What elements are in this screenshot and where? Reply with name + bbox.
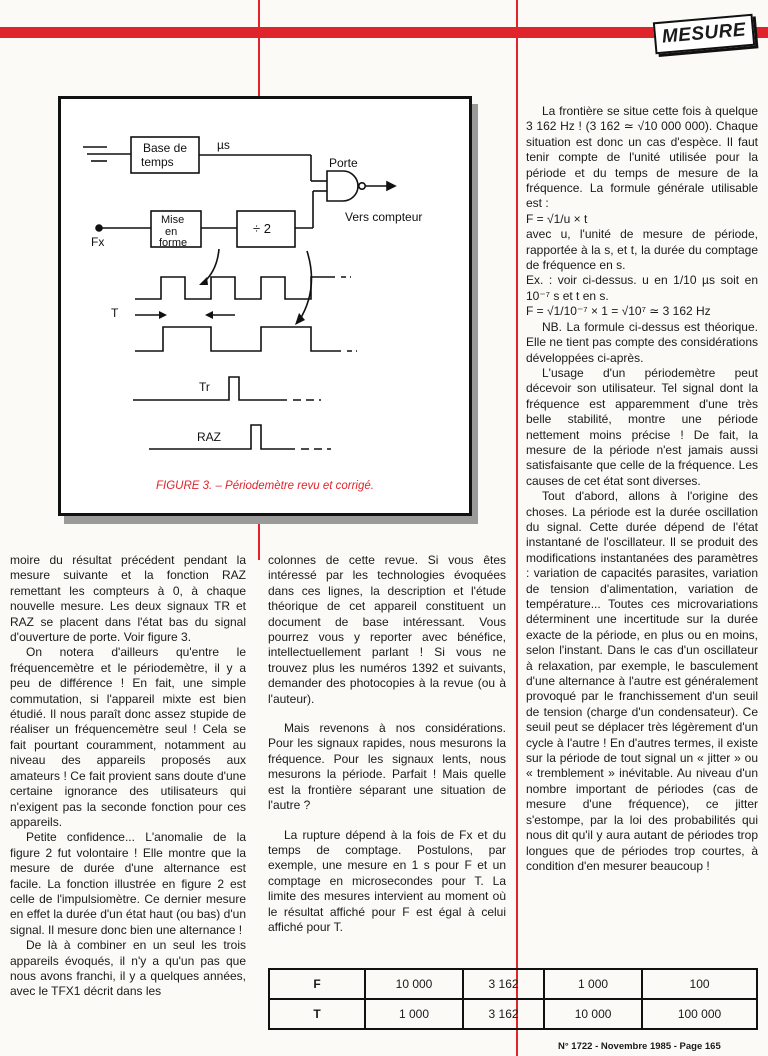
row-header: F [269, 969, 365, 999]
paragraph: Tout d'abord, allons à l'origine des choses. La période est la durée oscillation du signal. Cette durée dépend de l'état instantané de l'oscillateur. Il se produit des modifications instantanées des paramètres : variation de capacités parasites, variation de tension d'alimentation, variation de température... Toutes ces microvariations déterminent une incertitude sur la durée exacte de la période, en plus ou en moins, selon l'instant. Dans le cas d'un oscillateur à relaxation, par exemple, le basculement d'une alternance à l'autre est généralement provoqué par le franchissement d'un seuil de tension (charge d'un condensateur). Ce seuil peut se déplacer très légèrement d'un cycle à l'autre ! En d'autres termes, il existe sur la période de tout signal un « jitter » ou « tremblement » inévitable. Au niveau d'un nombre important de périodes (cas de mesure d'une fréquence), ce jitter s'estompe, par la loi des probabilités qui nous dit qu'il y aura autant de périodes trop longues que de périodes trop courtes, à condition d'en mesurer beaucoup ! [526, 489, 758, 873]
page-footer: N° 1722 - Novembre 1985 - Page 165 [558, 1041, 721, 1052]
label-mu-s: µs [217, 138, 230, 152]
middle-column [268, 553, 506, 935]
label-forme: forme [159, 237, 188, 249]
paragraph: NB. La formule ci-dessus est théorique. Elle ne tient pas compte des considérations développées ci-après. [526, 319, 758, 365]
label-fx: Fx [91, 235, 105, 249]
table-row [269, 969, 757, 999]
paragraph: L'usage d'un périodemètre peut décevoir son utilisateur. Tel signal dont la fréquence est apparemment d'une très belle stabilité, montre une période nettement moins précise ! De fait, la mesure de la période n'est jamais aussi satisfaisante que celle de la fréquence. Les causes de cet état sont diverses. [526, 365, 758, 488]
paragraph: De là à combiner en un seul les trois appareils évoqués, il n'y a qu'un pas que nous avons franchi, il y a quelques années, avec le TFX1 décrit dans les [10, 938, 246, 999]
comparison-table [268, 968, 758, 1030]
formula: F = √1/u × t [526, 211, 588, 226]
label-temps: temps [141, 155, 174, 169]
figure-caption: FIGURE 3. – Périodemètre revu et corrigé. [156, 480, 374, 492]
label-en: en [165, 226, 178, 238]
table-cell: 10 000 [365, 969, 463, 999]
table-cell: 100 [642, 969, 757, 999]
and-gate [327, 171, 358, 201]
right-column [526, 104, 758, 874]
label-base-de: Base de [143, 141, 188, 155]
table-row [269, 999, 757, 1029]
paragraph: Ex. : voir ci-dessus. u en 1/10 µs soit en 10⁻⁷ s et t en s. [526, 273, 758, 303]
table-cell: 1 000 [365, 999, 463, 1029]
paragraph: avec u, l'unité de mesure de période, rapportée à la s, et t, la durée du comptage de fréquence en s. [526, 227, 758, 273]
label-tr: Tr [199, 380, 210, 394]
left-column [10, 553, 246, 1000]
table-cell: 3 162 [463, 999, 544, 1029]
table-cell: 100 000 [642, 999, 757, 1029]
paragraph: moire du résultat précédent pendant la mesure suivante et la fonction RAZ remettant les compteurs à 0, à chaque nouvelle mesure. Les deux signaux TR et RAZ se placent dans l'état bas du signal d'ouverture de porte. Voir figure 3. [10, 553, 246, 645]
label-mise: Mise [161, 214, 185, 226]
paragraph: colonnes de cette revue. Si vous êtes intéressé par les technologies évoquées dans ces lignes, la description et l'étude théorique de cet appareil constituent un document de base intéressant. Vous pourrez vous y reporter avec bénéfice, intellectuellement parlant ! Si vous ne trouvez plus les numéros 1392 et suivants, demander des photocopies à la revue (ou à l'auteur). [268, 553, 506, 706]
label-t: T [111, 306, 119, 320]
label-vers-compteur: Vers compteur [345, 210, 423, 224]
paragraph: La frontière se situe cette fois à quelque 3 162 Hz ! (3 162 ≃ √10 000 000). Chaque situation est donc un cas d'espèce. Il faut tenir compte de l'unité utilisée pour la période et du temps de mesure de la fréquence. La formule générale utilisable est : [526, 104, 758, 211]
section-rubric: MESURE [653, 14, 755, 55]
paragraph: On notera d'ailleurs qu'entre le fréquencemètre et le périodemètre, il y a peu de différence ! En fait, une simple commutation, si l'appareil mixte est bien étudié. Il nous paraît donc assez stupide de réaliser un fréquencemètre seul ! Cela se fait pourtant couramment, notamment au niveau des appareils proposés aux amateurs ! Ce fait provient sans doute d'une certaine ignorance des utilisateurs qui n'exigent pas la seconde fonction pour ces appareils. [10, 645, 246, 829]
label-divider: ÷ 2 [253, 221, 271, 236]
timing-diagram [61, 99, 469, 513]
table-cell: 3 162 [463, 969, 544, 999]
table-cell: 1 000 [544, 969, 642, 999]
paragraph: La rupture dépend à la fois de Fx et du temps de comptage. Postulons, par exemple, une mesure en 1 s pour F et un comptage en microsecondes pour T. La limite des mesures intervient au moment où le résultat affiché pour F est égal à celui affiché pour T. [268, 827, 506, 934]
table-cell: 10 000 [544, 999, 642, 1029]
row-header: T [269, 999, 365, 1029]
formula: F = √1/10⁻⁷ × 1 = √10⁷ ≃ 3 162 Hz [526, 304, 711, 319]
paragraph: Petite confidence... L'anomalie de la figure 2 fut volontaire ! Elle montre que la mesure de durée d'une alternance est facile. La fonction illustrée en figure 2 est celle de l'impulsiomètre. Ce dernier mesure en effet la durée d'un état haut (ou bas) d'un signal. Il mesure donc bien une alternance ! [10, 830, 246, 937]
label-raz: RAZ [197, 430, 221, 444]
column-divider-right [516, 0, 518, 1056]
figure-3 [58, 96, 472, 516]
paragraph: Mais revenons à nos considérations. Pour les signaux rapides, nous mesurons la fréquence. Pour les signaux lents, nous mesurons la période. Parfait ! Mais quelle est la frontière séparant une situation de l'autre ? [268, 721, 506, 813]
label-porte: Porte [329, 156, 358, 170]
